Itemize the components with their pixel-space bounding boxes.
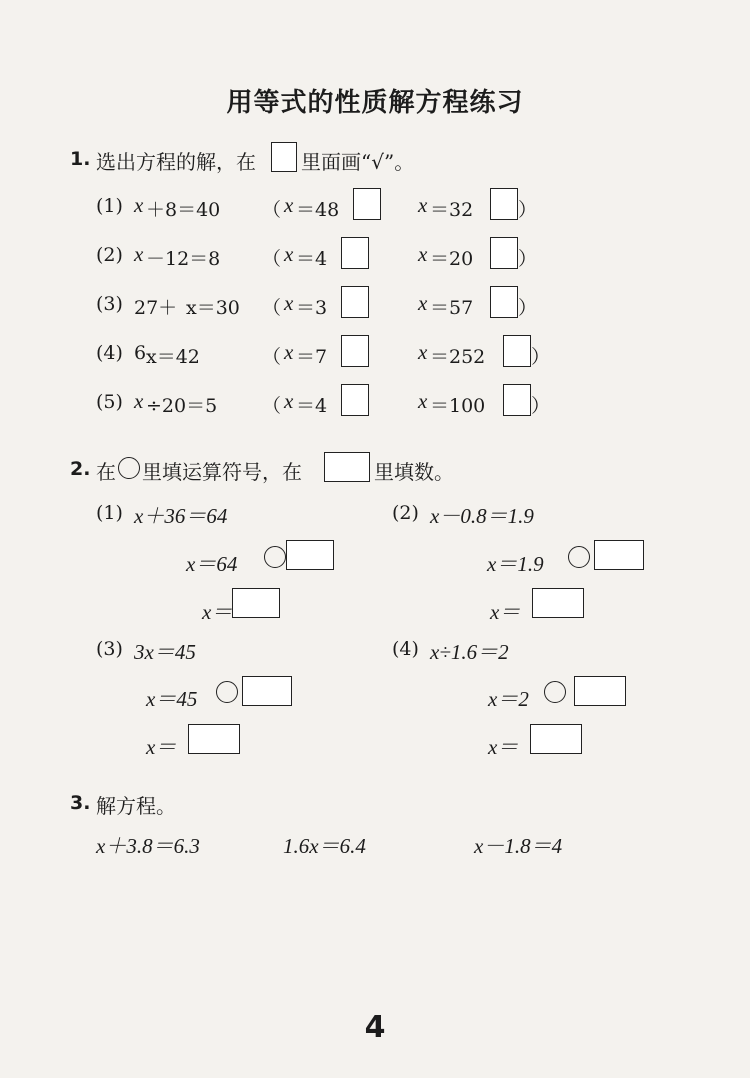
- q1-row-label: (4): [96, 342, 123, 364]
- answer-box[interactable]: [530, 724, 582, 754]
- answer-box-b[interactable]: [490, 286, 518, 318]
- question-1-prompt-start: 选出方程的解，在: [96, 150, 256, 174]
- q1-close-paren: ）: [518, 297, 538, 319]
- answer-box-b[interactable]: [503, 335, 531, 367]
- q1-option-b-var: x: [418, 291, 428, 315]
- q1-row-eq-var: x: [134, 193, 144, 217]
- q2-item-label: (4): [392, 638, 419, 660]
- q1-option-a-value: ＝48: [296, 199, 340, 221]
- q1-row-eq-prefix: 27＋: [134, 297, 178, 319]
- q1-option-b-var: x: [418, 242, 428, 266]
- number-box[interactable]: [286, 540, 334, 570]
- operator-circle[interactable]: [264, 546, 286, 568]
- q1-row-label: (1): [96, 195, 123, 217]
- q1-option-b-var: x: [418, 340, 428, 364]
- question-2-prompt-start: 在: [96, 460, 116, 484]
- q2-step1-expression: x＝2: [488, 687, 529, 711]
- q2-step2-expression: x＝: [202, 600, 233, 624]
- q2-step2-expression: x＝: [490, 600, 521, 624]
- q1-row-eq: －12＝8: [146, 248, 221, 270]
- answer-box-b[interactable]: [490, 188, 518, 220]
- q3-equation-1: x＋3.8＝6.3: [96, 834, 200, 858]
- page-title: 用等式的性质解方程练习: [226, 88, 524, 118]
- q1-option-a-value: ＝3: [296, 297, 328, 319]
- answer-box[interactable]: [532, 588, 584, 618]
- question-3-prompt: 解方程。: [96, 794, 176, 818]
- question-2-number: 2.: [70, 458, 91, 480]
- question-1-number: 1.: [70, 148, 91, 170]
- q1-row-label: (5): [96, 391, 123, 413]
- q1-option-b-var: x: [418, 389, 428, 413]
- answer-box-a[interactable]: [341, 384, 369, 416]
- q1-row-eq: x＝42: [146, 346, 200, 368]
- q2-item-equation: x＋36＝64: [134, 504, 228, 528]
- q2-step1-expression: x＝1.9: [487, 552, 544, 576]
- q1-close-paren: ）: [518, 248, 538, 270]
- q1-option-b-value: ＝100: [430, 395, 486, 417]
- operator-circle[interactable]: [568, 546, 590, 568]
- number-box[interactable]: [574, 676, 626, 706]
- q1-close-paren: ）: [518, 199, 538, 221]
- q1-open-paren: （: [262, 248, 282, 270]
- q2-step1-expression: x＝64: [186, 552, 238, 576]
- q1-row-eq: x＝30: [186, 297, 240, 319]
- answer-box-b[interactable]: [503, 384, 531, 416]
- operator-circle[interactable]: [216, 681, 238, 703]
- q1-option-a-var: x: [284, 389, 294, 413]
- q1-option-a-var: x: [284, 340, 294, 364]
- answer-box-a[interactable]: [341, 237, 369, 269]
- question-2-prompt-end: 里填数。: [374, 460, 454, 484]
- q1-option-a-var: x: [284, 193, 294, 217]
- q3-equation-2: 1.6x＝6.4: [283, 834, 366, 858]
- answer-box-a[interactable]: [353, 188, 381, 220]
- q2-step2-expression: x＝: [488, 735, 519, 759]
- q1-open-paren: （: [262, 297, 282, 319]
- prompt-sample-circle: [118, 457, 140, 479]
- answer-box-b[interactable]: [490, 237, 518, 269]
- q1-close-paren: ）: [531, 346, 551, 368]
- q2-item-label: (3): [96, 638, 123, 660]
- q1-option-b-var: x: [418, 193, 428, 217]
- q1-open-paren: （: [262, 199, 282, 221]
- q1-option-b-value: ＝252: [430, 346, 486, 368]
- operator-circle[interactable]: [544, 681, 566, 703]
- q1-option-a-var: x: [284, 291, 294, 315]
- prompt-sample-box: [324, 452, 370, 482]
- q1-option-b-value: ＝57: [430, 297, 474, 319]
- q1-open-paren: （: [262, 346, 282, 368]
- q2-item-label: (2): [392, 502, 419, 524]
- q1-option-a-value: ＝4: [296, 248, 328, 270]
- q2-item-equation: 3x＝45: [134, 640, 196, 664]
- q1-row-label: (3): [96, 293, 123, 315]
- q1-option-b-value: ＝32: [430, 199, 474, 221]
- q1-row-eq-var: x: [134, 242, 144, 266]
- q1-row-label: (2): [96, 244, 123, 266]
- prompt-sample-box: [271, 142, 297, 172]
- q1-option-a-value: ＝4: [296, 395, 328, 417]
- q1-option-a-var: x: [284, 242, 294, 266]
- number-box[interactable]: [594, 540, 644, 570]
- q2-step1-expression: x＝45: [146, 687, 198, 711]
- q3-equation-3: x－1.8＝4: [474, 834, 563, 858]
- q2-item-equation: x÷1.6＝2: [430, 640, 509, 664]
- question-3-number: 3.: [70, 792, 91, 814]
- answer-box[interactable]: [232, 588, 280, 618]
- page-number: 4: [364, 1010, 386, 1045]
- q1-close-paren: ）: [531, 395, 551, 417]
- q1-row-eq: ＋8＝40: [146, 199, 221, 221]
- q1-option-a-value: ＝7: [296, 346, 328, 368]
- q1-option-b-value: ＝20: [430, 248, 474, 270]
- number-box[interactable]: [242, 676, 292, 706]
- q1-open-paren: （: [262, 395, 282, 417]
- answer-box[interactable]: [188, 724, 240, 754]
- question-1-prompt-end: 里面画“√”。: [301, 150, 415, 174]
- q1-row-eq: ÷20＝5: [146, 395, 218, 417]
- q1-row-eq-prefix: 6: [134, 342, 147, 364]
- answer-box-a[interactable]: [341, 335, 369, 367]
- q2-item-equation: x－0.8＝1.9: [430, 504, 534, 528]
- q1-row-eq-var: x: [134, 389, 144, 413]
- question-2-prompt-middle: 里填运算符号，在: [142, 460, 302, 484]
- q2-step2-expression: x＝: [146, 735, 177, 759]
- answer-box-a[interactable]: [341, 286, 369, 318]
- q2-item-label: (1): [96, 502, 123, 524]
